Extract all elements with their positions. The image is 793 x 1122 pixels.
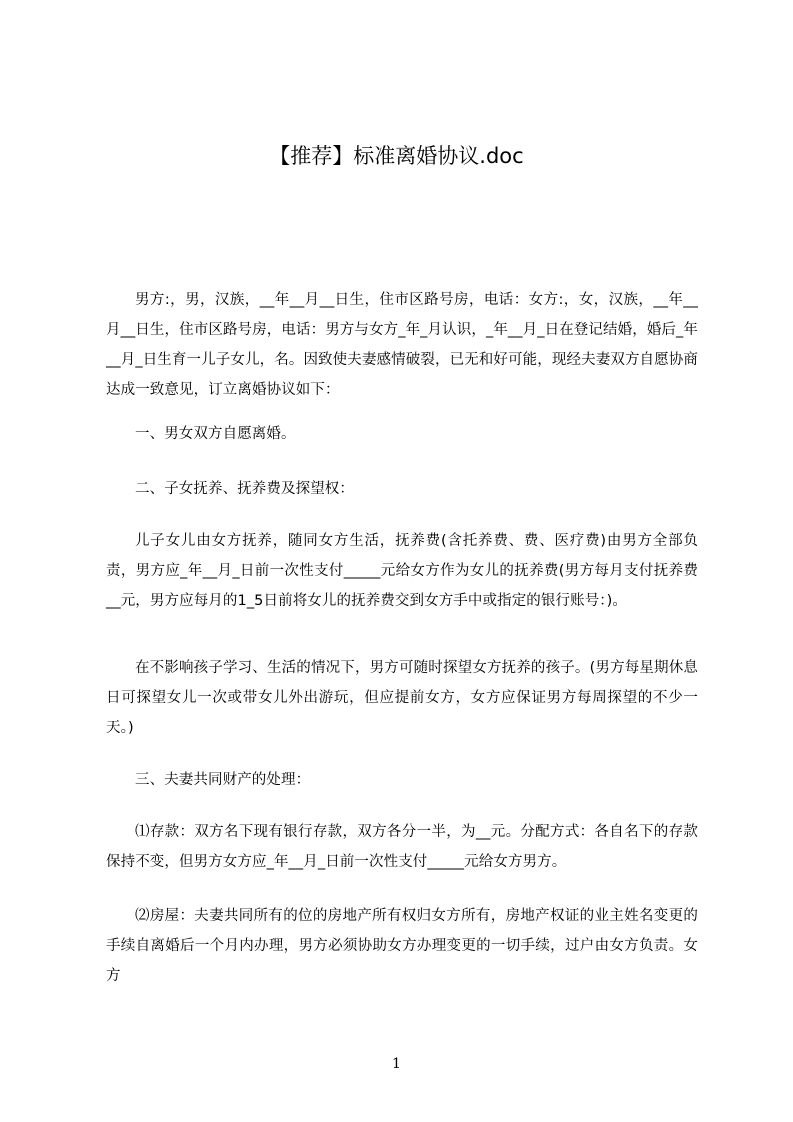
page-number: 1 xyxy=(392,1056,401,1072)
document-title: 【推荐】标准离婚协议.doc xyxy=(269,144,524,168)
paragraph-clause-3-heading: 三、夫妻共同财产的处理： xyxy=(135,772,311,788)
paragraph-housing: ⑵房屋：夫妻共同所有的位的房地产所有权归女方所有，房地产权证的业主姓名变更的手续自离婚后一个月内办理，男方必须协助女方办理变更的一切手续，过户由女方负责。女方 xyxy=(106,908,698,984)
paragraph-clause-1: 一、男女双方自愿离婚。 xyxy=(135,426,296,442)
paragraph-deposits: ⑴存款：双方名下现有银行存款，双方各分一半，为__元。分配方式：各自名下的存款保持不变，但男方女方应_年__月_日前一次性支付_____元给女方男方。 xyxy=(106,824,698,870)
paragraph-clause-2-heading: 二、子女抚养、抚养费及探望权： xyxy=(135,481,354,497)
paragraph-visitation: 在不影响孩子学习、生活的情况下，男方可随时探望女方抚养的孩子。(男方每星期休息日可探望女儿一次或带女儿外出游玩，但应提前女方，女方应保证男方每周探望的不少一天。) xyxy=(106,660,698,736)
paragraph-parties: 男方:，男，汉族，__年__月__日生，住市区路号房，电话：女方:，女，汉族，__年__月__日生，住市区路号房，电话：男方与女方_年_月认识，_年__月_日在登记结婚，婚后_年__月_日生育一儿子女儿，名。因致使夫妻感情破裂，已无和好可能，现经夫妻双方自愿协商达成一致意见，订立离婚协议如下： xyxy=(106,292,698,398)
paragraph-child-support: 儿子女儿由女方抚养，随同女方生活，抚养费(含托养费、费、医疗费)由男方全部负责，男方应_年__月_日前一次性支付_____元给女方作为女儿的抚养费(男方每月支付抚养费__元，男方应每月的1_5日前将女儿的抚养费交到女方手中或指定的银行账号：)。 xyxy=(106,533,698,609)
